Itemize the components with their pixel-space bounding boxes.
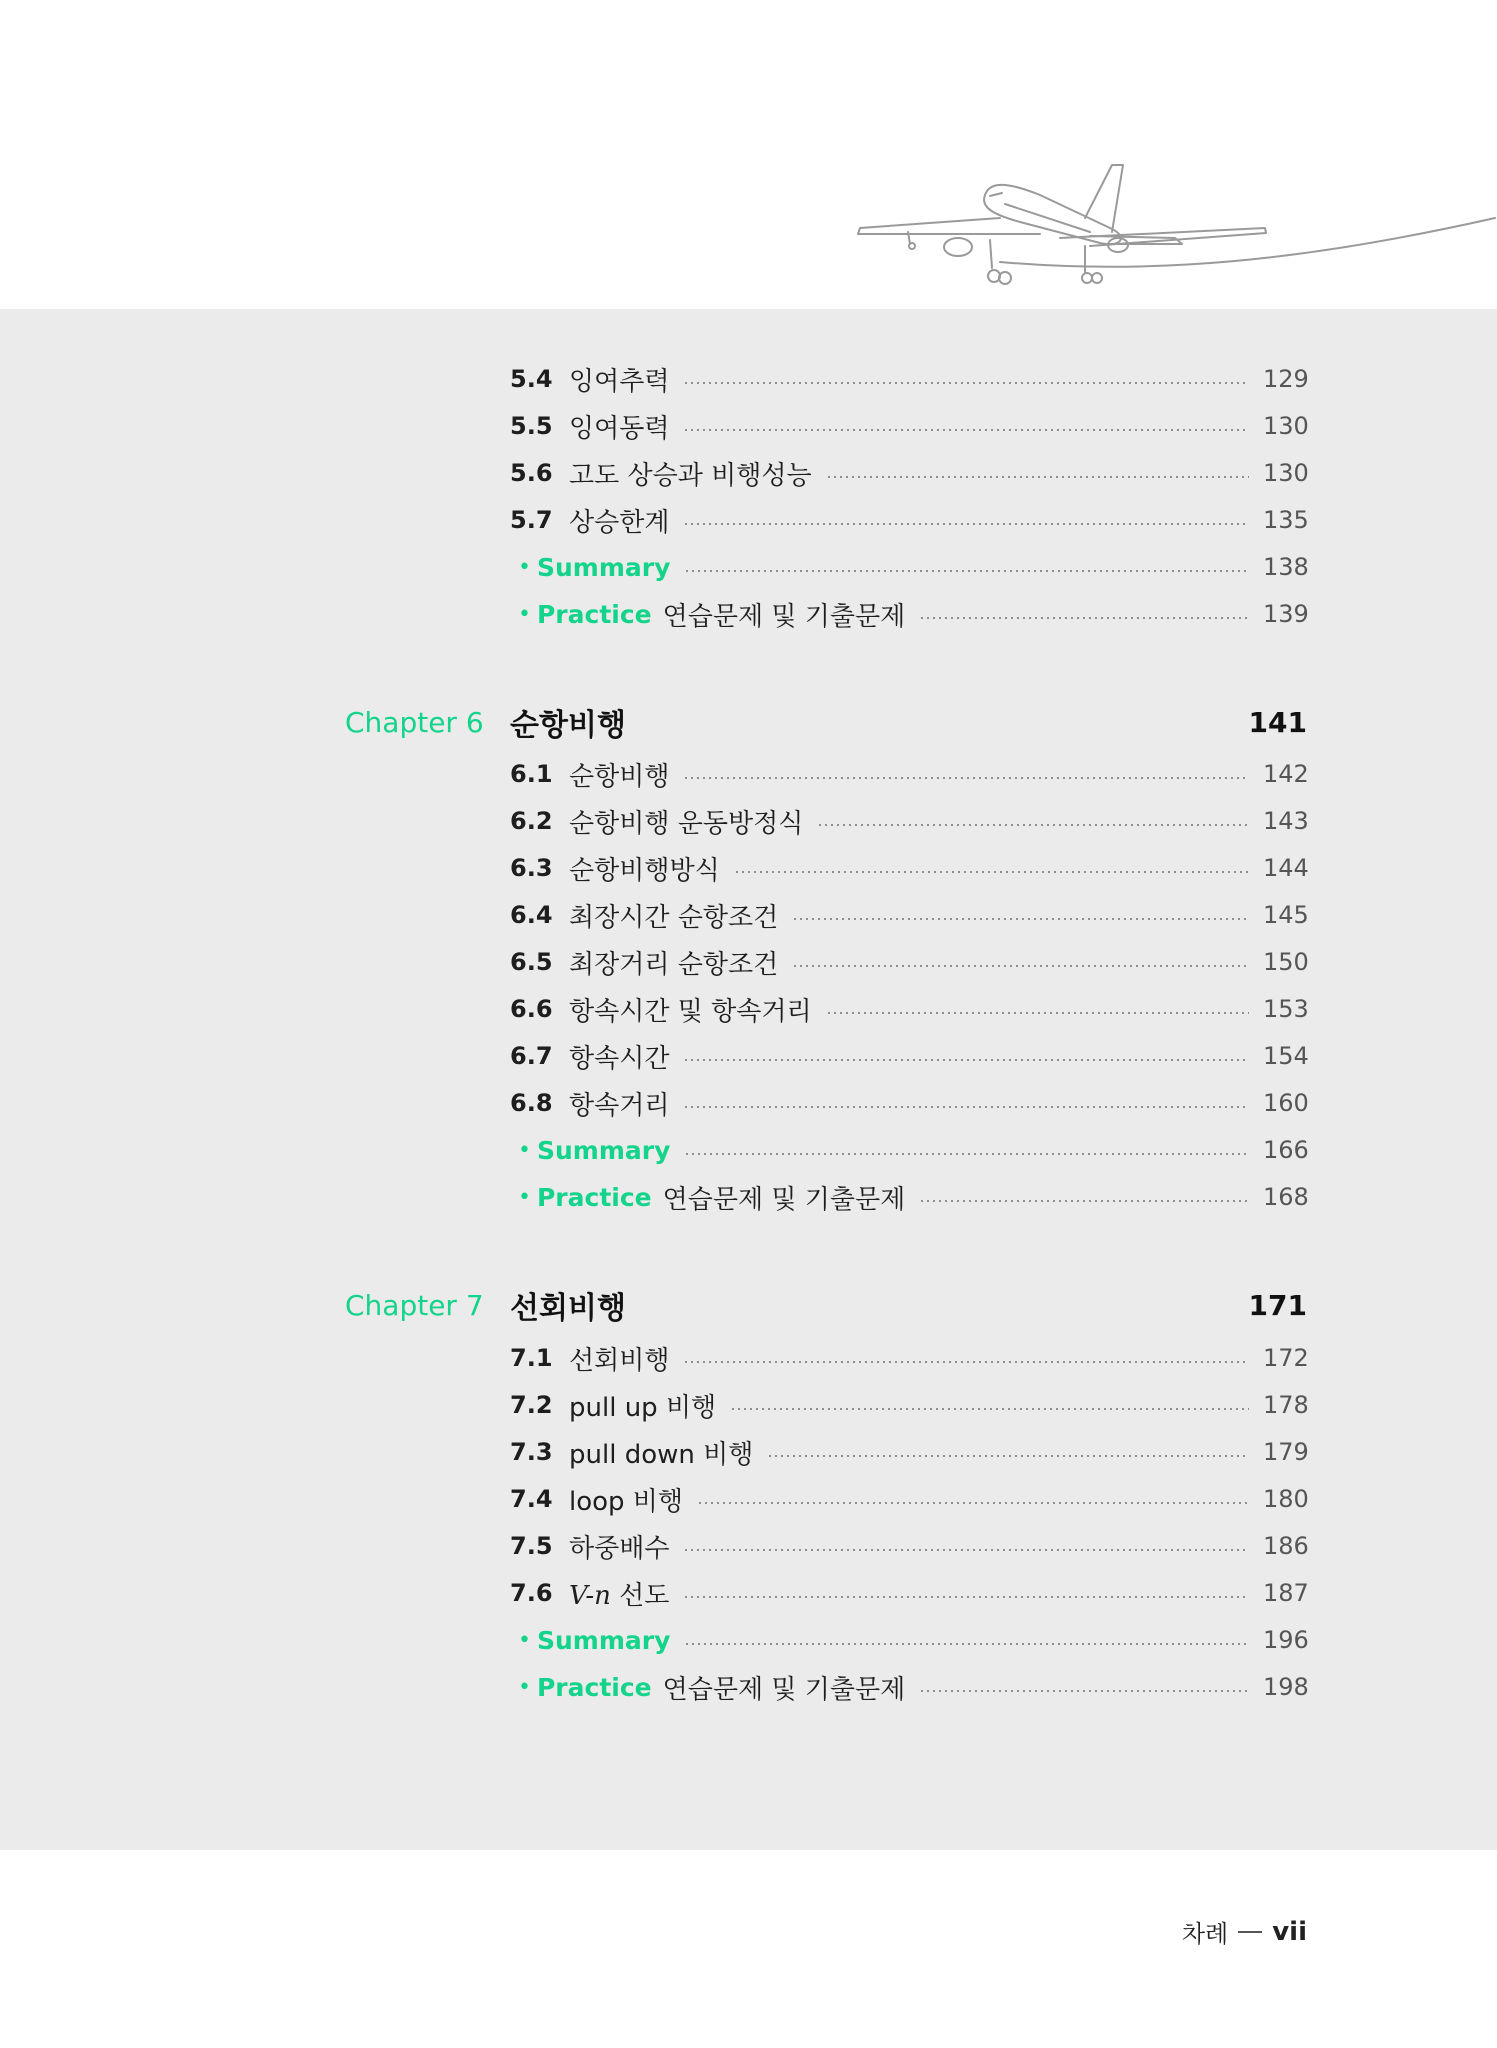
toc-entry[interactable] [510,357,1309,401]
section-number: 7.2 [510,1391,553,1419]
toc-entry[interactable] [510,846,1309,890]
section-title: loop 비행 [569,1486,684,1517]
practice-label: Practice [536,599,652,629]
toc-entry-summary[interactable] [510,1128,1309,1172]
page-number: 186 [1263,1532,1309,1560]
leader-dots [683,1596,1249,1598]
section-title: 잉여동력 [569,413,670,444]
page-number: 145 [1263,901,1309,929]
section-title: 항속시간 [569,1043,670,1074]
page-number: 130 [1263,459,1309,487]
footer-divider [1238,1931,1262,1933]
leader-dots [792,918,1249,920]
section-number: 6.8 [510,1089,553,1117]
page-number: 196 [1263,1626,1309,1654]
toc-entry[interactable] [510,1081,1309,1125]
leader-dots [919,1200,1249,1202]
section-title: 최장시간 순항조건 [569,902,779,933]
page-number: 178 [1263,1391,1309,1419]
leader-dots [683,777,1249,779]
chapter-label: Chapter 6 [345,705,484,739]
leader-dots [734,871,1249,873]
section-number: 7.5 [510,1532,553,1560]
leader-dots [730,1408,1249,1410]
bullet-icon: • [518,601,531,627]
leader-dots [697,1502,1249,1504]
practice-label: Practice [536,1182,652,1212]
toc-entry[interactable] [510,940,1309,984]
section-number: 6.7 [510,1042,553,1070]
practice-label: Practice [536,1672,652,1702]
bullet-icon: • [518,1627,531,1653]
toc-entry[interactable] [510,404,1309,448]
page-number: 130 [1263,412,1309,440]
section-number: 5.7 [510,506,553,534]
leader-dots [767,1455,1249,1457]
section-title: pull up 비행 [569,1392,717,1423]
page-number: 179 [1263,1438,1309,1466]
section-number: 7.6 [510,1579,553,1607]
section-number: 5.5 [510,412,553,440]
chapter-heading[interactable] [345,1280,1307,1330]
toc-entry[interactable] [510,893,1309,937]
chapter-title: 순항비행 [510,708,626,743]
section-number: 5.6 [510,459,553,487]
page-number: 143 [1263,807,1309,835]
leader-dots [826,476,1249,478]
section-number: 6.2 [510,807,553,835]
page-number: 138 [1263,553,1309,581]
page-number: 180 [1263,1485,1309,1513]
section-number: 6.6 [510,995,553,1023]
section-number: 7.1 [510,1344,553,1372]
page-number: 172 [1263,1344,1309,1372]
toc-entry-summary[interactable] [510,545,1309,589]
summary-label: Summary [536,552,671,582]
page-number: 198 [1263,1673,1309,1701]
bullet-icon: • [518,1137,531,1163]
chapter-title: 선회비행 [510,1291,626,1326]
footer-page-number: vii [1272,1916,1307,1947]
page-number: 187 [1263,1579,1309,1607]
page-number: 139 [1263,600,1309,628]
page-number: 129 [1263,365,1309,393]
footer-section-label: 차례 [1181,1920,1229,1948]
section-title: pull down 비행 [569,1439,754,1470]
section-title: 항속시간 및 항속거리 [569,996,812,1027]
toc-entry[interactable] [510,1477,1309,1521]
leader-dots [919,1690,1249,1692]
section-title: 최장거리 순항조건 [569,949,779,980]
leader-dots [683,1059,1249,1061]
section-title: 순항비행 운동방정식 [569,808,804,839]
toc-entry-summary[interactable] [510,1618,1309,1662]
leader-dots [684,570,1249,572]
section-number: 6.4 [510,901,553,929]
section-title: 하중배수 [569,1533,670,1564]
vn-italic-label: V-n [569,1580,611,1611]
section-number: 6.3 [510,854,553,882]
page-number: 166 [1263,1136,1309,1164]
section-title: 순항비행방식 [569,855,720,886]
toc-entry[interactable] [510,1430,1309,1474]
leader-dots [683,1361,1249,1363]
section-number: 6.5 [510,948,553,976]
leader-dots [919,617,1249,619]
vn-title-suffix: 선도 [610,1580,670,1611]
toc-entry-practice[interactable] [510,592,1309,636]
toc-entry-practice[interactable] [510,1665,1309,1709]
leader-dots [826,1012,1249,1014]
section-number: 6.1 [510,760,553,788]
toc-entry[interactable] [510,799,1309,843]
section-title: 고도 상승과 비행성능 [569,460,812,491]
toc-entry[interactable] [510,1034,1309,1078]
toc-entry[interactable] [510,451,1309,495]
section-number: 5.4 [510,365,553,393]
leader-dots [684,1643,1249,1645]
section-title: 상승한계 [569,507,670,538]
leader-dots [684,1153,1249,1155]
section-title: 항속거리 [569,1090,670,1121]
toc-entry-practice[interactable] [510,1175,1309,1219]
section-title: 선회비행 [569,1345,670,1376]
toc-entry[interactable] [510,1336,1309,1380]
page-number: 154 [1263,1042,1309,1070]
bullet-icon: • [518,554,531,580]
leader-dots [683,1106,1249,1108]
toc-entry[interactable] [510,498,1309,542]
toc-entry[interactable] [510,987,1309,1031]
summary-label: Summary [536,1135,671,1165]
chapter-page: 141 [1248,705,1307,739]
leader-dots [683,382,1249,384]
page-number: 168 [1263,1183,1309,1211]
leader-dots [817,824,1249,826]
page-number: 150 [1263,948,1309,976]
section-title: 잉여추력 [569,366,670,397]
chapter-label: Chapter 7 [345,1288,484,1322]
bullet-icon: • [518,1184,531,1210]
leader-dots [683,523,1249,525]
page-number: 142 [1263,760,1309,788]
bullet-icon: • [518,1674,531,1700]
leader-dots [683,429,1249,431]
toc-entry[interactable] [510,1571,1309,1615]
page-number: 160 [1263,1089,1309,1117]
section-title: 순항비행 [569,761,670,792]
chapter-heading[interactable] [345,697,1307,747]
chapter-page: 171 [1248,1288,1307,1322]
toc-entry[interactable] [510,1383,1309,1427]
summary-label: Summary [536,1625,671,1655]
toc-entry[interactable] [510,752,1309,796]
leader-dots [792,965,1249,967]
page-number: 153 [1263,995,1309,1023]
section-number: 7.3 [510,1438,553,1466]
leader-dots [683,1549,1249,1551]
section-title [569,1575,669,1612]
page-footer [1182,1914,1307,1949]
section-title: 연습문제 및 기출문제 [662,1184,906,1215]
section-title: 연습문제 및 기출문제 [662,601,906,632]
page-number: 135 [1263,506,1309,534]
section-number: 7.4 [510,1485,553,1513]
toc-entry[interactable] [510,1524,1309,1568]
section-title: 연습문제 및 기출문제 [662,1674,906,1705]
page-number: 144 [1263,854,1309,882]
